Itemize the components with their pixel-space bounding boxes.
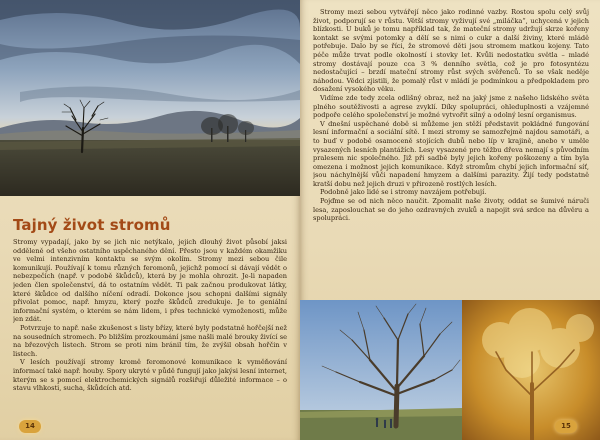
page-number-left: 14 <box>19 420 41 433</box>
right-page <box>300 0 600 440</box>
tree-photos <box>300 300 600 440</box>
paragraph: Vidíme zde tedy zcela odlišný obraz, než na jaký jsme z našeho lidského světa plného soutěživosti a agrese zvyklí. Díky spolupráci, ohleduplnosti a vzájemné podpoře celého společenství je možné vytvořit silný a odolný lesní organismus. <box>313 93 589 120</box>
paragraph: Stromy vypadají, jako by se jich nic netýkalo, jejich dlouhý život působí jaksi odděleně od všeho ostatního uspěchaného dění. Přesto jsou v každém okamžiku ve velmi intenzivním kontaktu se svým okolím. Stromy mezi sebou čile komunikují. Používají k tomu různých feromonů, jejichž pomocí si dávají vědět o nebezpečích (např. v podobě škůdců), která by je mohla ohrozit. Je-li napaden jeden člen společenství, dá to ostatním vědět. Ti pak začnou produkovat látky, které škůdce od dalšího níčení odradí. Dokonce jsou schopni dalšími signály přivolat pomoc, např. hmyzu, který pozře škůdců zredukuje. Je to geniální informační systém, o kterém se nám lidem, i přes technické vymoženosti, může jen zdát. <box>13 238 287 324</box>
tree-illustration <box>300 300 600 440</box>
paragraph: Potvrzuje to např. naše zkušenost s listy břízy, které byly podstatně hořčejší než na sousedních stromech. Po bližším prozkoumání jsme našli malé brouky živící se na březových listech. Strom se proti nim bránil tím, že zvýšil obsah hořčin v listech. <box>13 323 287 358</box>
paragraph: Stromy mezi sebou vytvářejí něco jako rodinné vazby. Rostou spolu celý svůj život, podporují se v růstu. Větší stromy vyživují své „miláčka“, uchycená v jejich blízkosti. U buků je tomu například tak, že mateční stromy udržují skrze kořeny kontakt se svými potomky a dělí se s nimi o cukr a další živiny, které mládě potřebuje. Dalo by se říci, že stromové děti jsou stromem matkou kojeny. Tato péče může trvat podle okolností i stovky let. Kvůli nedostatku světla – mladé stromy dostávají pouze cca 3 % denního světla, což je pro fotosyntézu nedostačující – brzdí mateční stromy růst svých svěřenců. To se však neděje náhodou. Vědci zjistili, že pomalý růst v mládí je podmínkou a předpokladem pro dosažení vysokého věku. <box>313 8 589 94</box>
chapter-title: Tajný život stromů <box>13 216 171 234</box>
paragraph: V lesích používají stromy kromě feromonové komunikace k vyměňování informací také např. houby. Spory ukryté v půdě fungují jako jakýsi lesní internet, kterým se s pomocí elektrochemických signálů rozšiřují důležité informace – o stavu vlhkosti, sucha, škůdcích atd. <box>13 358 287 393</box>
left-body-text <box>13 238 287 414</box>
landscape-photo <box>0 0 300 196</box>
paragraph: Podobně jako lidé se i stromy navzájem potřebují. <box>320 188 487 197</box>
page-number-right: 15 <box>555 420 577 433</box>
right-body-text <box>313 8 589 300</box>
paragraph: Pojďme se od nich něco naučit. Zpomalit naše životy, oddat se šumivé náruči lesa, zaposlouchat se do jeho ozdravných zvuků a napojit svá srdce na důvěru a spolupráci. <box>313 197 589 223</box>
landscape-illustration <box>0 0 300 196</box>
paragraph: V dnešní uspěchané době si můžeme jen stěží představit pokládné fungování lesní informační a sociální sítě. I mezi stromy se samozřejmě najdou samotáři, a to buď v podobě osamoceně stojících dubů nebo líp v krajině, anebo v uměle vysazených lesních plantážích. Lesy vysazené pro těžbu dřeva nemají s původním pralesem nic společného. Již při sadbě byly jejich kořeny poškozeny a tím byla omezena i možnost jejich komunikace. Když stromům chybí jejich informační síť, jsou náchylnější vůči napadení hmyzem a dalšími parazity. Žijí tedy podstatně kratší dobu než jejich druzi v přirozeně rostlých lesích. <box>313 119 589 188</box>
